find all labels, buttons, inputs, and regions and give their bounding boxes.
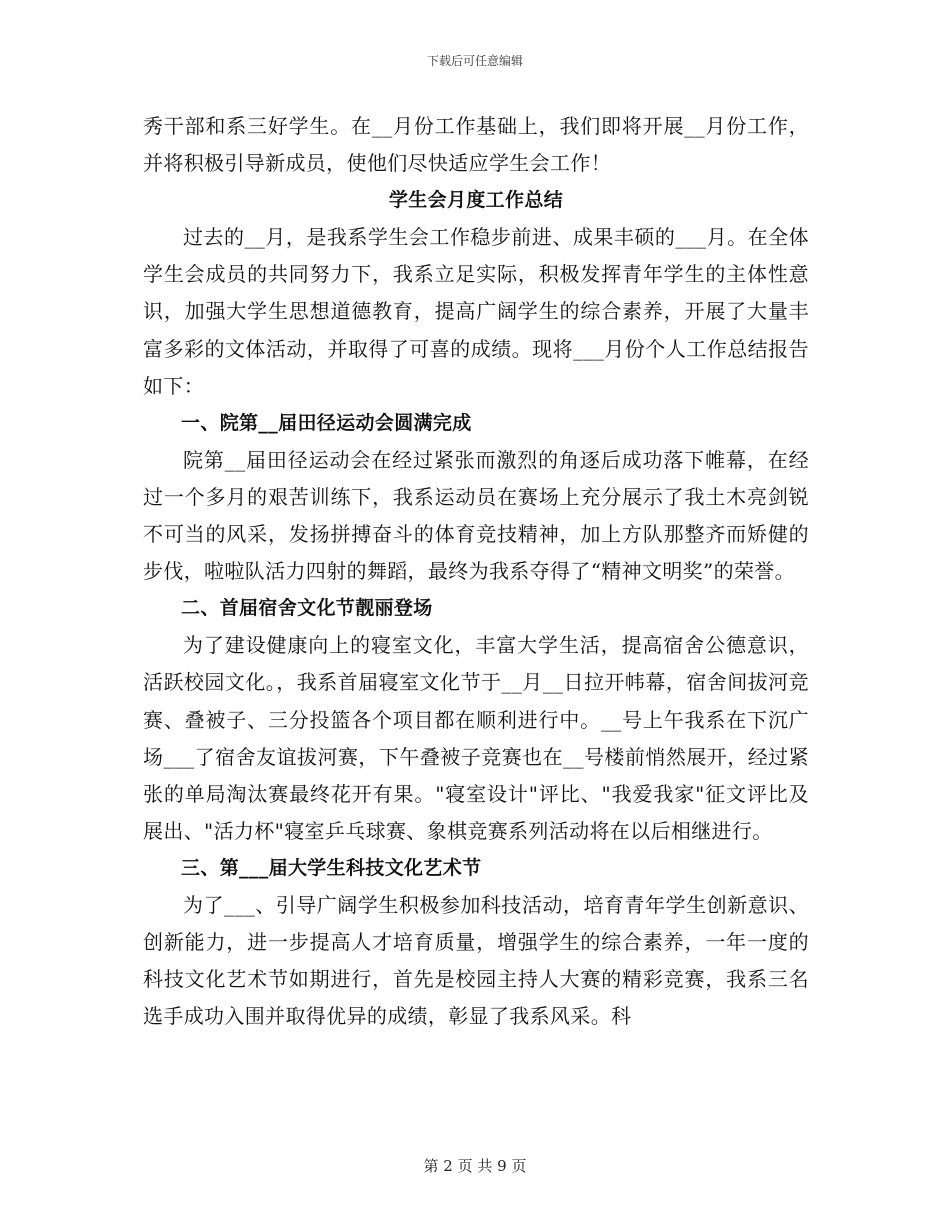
section-heading-3: 三、第___届大学生科技文化艺术节 [181, 856, 482, 879]
section-heading-1: 一、院第__届田径运动会圆满完成 [181, 411, 472, 434]
document-body [143, 108, 809, 1035]
body-paragraph-2: 院第__届田径运动会在经过紧张而激烈的角逐后成功落下帷幕，在经过一个多月的艰苦训练下，我系运动员在赛场上充分展示了我土木亮剑锐不可当的风采，发扬拼搏奋斗的体育竞技精神，加上方队那整齐而矫健的步伐，啦啦队活力四射的舞蹈，最终为我系夺得了“精神文明奖”的荣誉。 [143, 447, 809, 584]
body-paragraph-3: 为了建设健康向上的寝室文化，丰富大学生活，提高宿舍公德意识，活跃校园文化。，我系首届寝室文化节于__月__日拉开帏幕，宿舍间拔河竞赛、叠被子、三分投篮各个项目都在顺利进行中。__号上午我系在下沉广场___了宿舍友谊拔河赛，下午叠被子竞赛也在__号楼前悄然展开，经过紧张的单局淘汰赛最终花开有果。"寝室设计"评比、"我爱我家"征文评比及展出、"活力杯"寝室乒乓球赛、象棋竞赛系列活动将在以后相继进行。 [143, 633, 809, 843]
document-title: 学生会月度工作总结 [388, 189, 564, 212]
section-heading-2: 二、首届宿舍文化节靓丽登场 [181, 597, 433, 620]
body-paragraph-1: 过去的__月，是我系学生会工作稳步前进、成果丰硕的___月。在全体学生会成员的共同努力下，我系立足实际，积极发挥青年学生的主体性意识，加强大学生思想道德教育，提高广阔学生的综合素养，开展了大量丰富多彩的文体活动，并取得了可喜的成绩。现将___月份个人工作总结报告如下： [143, 225, 809, 398]
body-paragraph-4: 为了___、引导广阔学生积极参加科技活动，培育青年学生创新意识、创新能力，进一步提高人才培育质量，增强学生的综合素养，一年一度的科技文化艺术节如期进行，首先是校园主持人大赛的精彩竞赛，我系三名选手成功入围并取得优异的成绩，彰显了我系风采。科 [143, 892, 809, 1029]
page-number-footer: 第 2 页 共 9 页 [423, 1157, 527, 1175]
page-header-note: 下载后可任意编辑 [426, 54, 523, 68]
intro-paragraph: 秀干部和系三好学生。在__月份工作基础上，我们即将开展__月份工作，并将积极引导新成员，使他们尽快适应学生会工作！ [143, 114, 809, 176]
